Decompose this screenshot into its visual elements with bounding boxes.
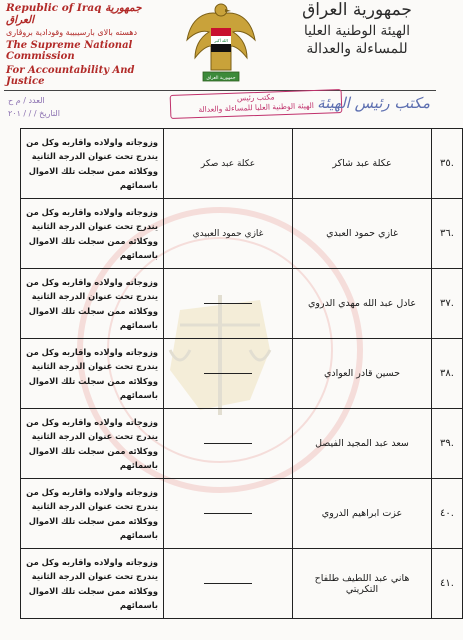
ref-number-label: العدد / م ح	[8, 96, 45, 105]
person-name: عكلة عبد شاكر	[293, 129, 432, 199]
person-alias	[164, 479, 293, 549]
person-alias: عكلة عبد صكر	[164, 129, 293, 199]
letterhead	[0, 0, 440, 92]
empty-alias-dash	[204, 303, 252, 304]
row-number: .٣٦	[432, 199, 463, 269]
letterhead-arabic	[282, 0, 432, 57]
letterhead-commission: The Supreme National Commission	[6, 40, 133, 62]
empty-alias-dash	[204, 373, 252, 374]
person-name: عزت ابراهيم الدروي	[293, 479, 432, 549]
coverage-note: وزوجاته واولاده واقاربه وكل من يندرج تحت عنوان الدرجة الثانية ووكلائه ممن سجلت تلك الاموال باسمائهم	[21, 269, 164, 339]
letterhead-kurdish-line: دهستە بالای بارسیبیبة وقودادية بروڤارى	[6, 28, 138, 37]
row-number: .٣٩	[432, 409, 463, 479]
table-row	[21, 129, 463, 199]
row-number: .٤٠	[432, 479, 463, 549]
empty-alias-dash	[204, 443, 252, 444]
table-row	[21, 199, 463, 269]
letterhead-accountability: For Accountability And Justice	[6, 65, 135, 87]
reference-block	[8, 94, 158, 120]
empty-alias-dash	[204, 513, 252, 514]
office-heading: مكتب رئيس الهيئة	[317, 94, 430, 112]
coverage-note: وزوجاته واولاده واقاربه وكل من يندرج تحت عنوان الدرجة الثانية ووكلائه ممن سجلت تلك الاموال باسمائهم	[21, 549, 164, 619]
coverage-note: وزوجاته واولاده واقاربه وكل من يندرج تحت عنوان الدرجة الثانية ووكلائه ممن سجلت تلك الاموال باسمائهم	[21, 479, 164, 549]
row-number: .٣٨	[432, 339, 463, 409]
row-number: .٣٧	[432, 269, 463, 339]
coverage-note: وزوجاته واولاده واقاربه وكل من يندرج تحت عنوان الدرجة الثانية ووكلائه ممن سجلت تلك الاموال باسمائهم	[21, 339, 164, 409]
person-alias	[164, 409, 293, 479]
person-name: حسين قادر العوادي	[293, 339, 432, 409]
letterhead-english	[6, 2, 166, 87]
row-number: .٣٥	[432, 129, 463, 199]
table-row	[21, 409, 463, 479]
subheader	[0, 92, 440, 128]
emblem-motto: الله أكبر	[214, 38, 228, 43]
stamp-line2: الهيئة الوطنية العليا للمساءلة والعدالة	[198, 100, 315, 115]
person-alias	[164, 549, 293, 619]
letterhead-ar-accountability: للمساءلة والعدالة	[306, 41, 408, 57]
emblem-banner: جمهورية العراق	[206, 76, 236, 81]
row-number: .٤١	[432, 549, 463, 619]
table-row	[21, 339, 463, 409]
empty-alias-dash	[204, 583, 252, 584]
person-name: عادل عبد الله مهدي الدروي	[293, 269, 432, 339]
stamp-line1: مكتب رئيس	[236, 92, 275, 103]
person-alias	[164, 269, 293, 339]
person-name: غازي حمود العبدي	[293, 199, 432, 269]
table-row	[21, 479, 463, 549]
iraq-eagle-emblem-icon	[185, 0, 257, 88]
date-label: التاريخ / / / ٢٠١	[8, 109, 60, 118]
header-divider	[4, 90, 436, 91]
person-alias	[164, 339, 293, 409]
letterhead-ar-republic: جمهورية العراق	[302, 0, 412, 20]
letterhead-ar-commission: الهيئة الوطنية العليا	[303, 23, 411, 39]
coverage-note: وزوجاته واولاده واقاربه وكل من يندرج تحت عنوان الدرجة الثانية ووكلائه ممن سجلت تلك الاموال باسمائهم	[21, 129, 164, 199]
coverage-note: وزوجاته واولاده واقاربه وكل من يندرج تحت عنوان الدرجة الثانية ووكلائه ممن سجلت تلك الاموال باسمائهم	[21, 409, 164, 479]
persons-table	[20, 128, 463, 619]
table-row	[21, 269, 463, 339]
person-name: هاني عبد اللطيف طلفاح التكريتي	[293, 549, 432, 619]
person-name: سعد عبد المجيد الفيصل	[293, 409, 432, 479]
table-row	[21, 549, 463, 619]
coverage-note: وزوجاته واولاده واقاربه وكل من يندرج تحت عنوان الدرجة الثانية ووكلائه ممن سجلت تلك الاموال باسمائهم	[21, 199, 164, 269]
letterhead-republic: Republic of Iraq جمهورية العراق	[6, 2, 142, 26]
person-alias: غازي حمود العبيدي	[164, 199, 293, 269]
